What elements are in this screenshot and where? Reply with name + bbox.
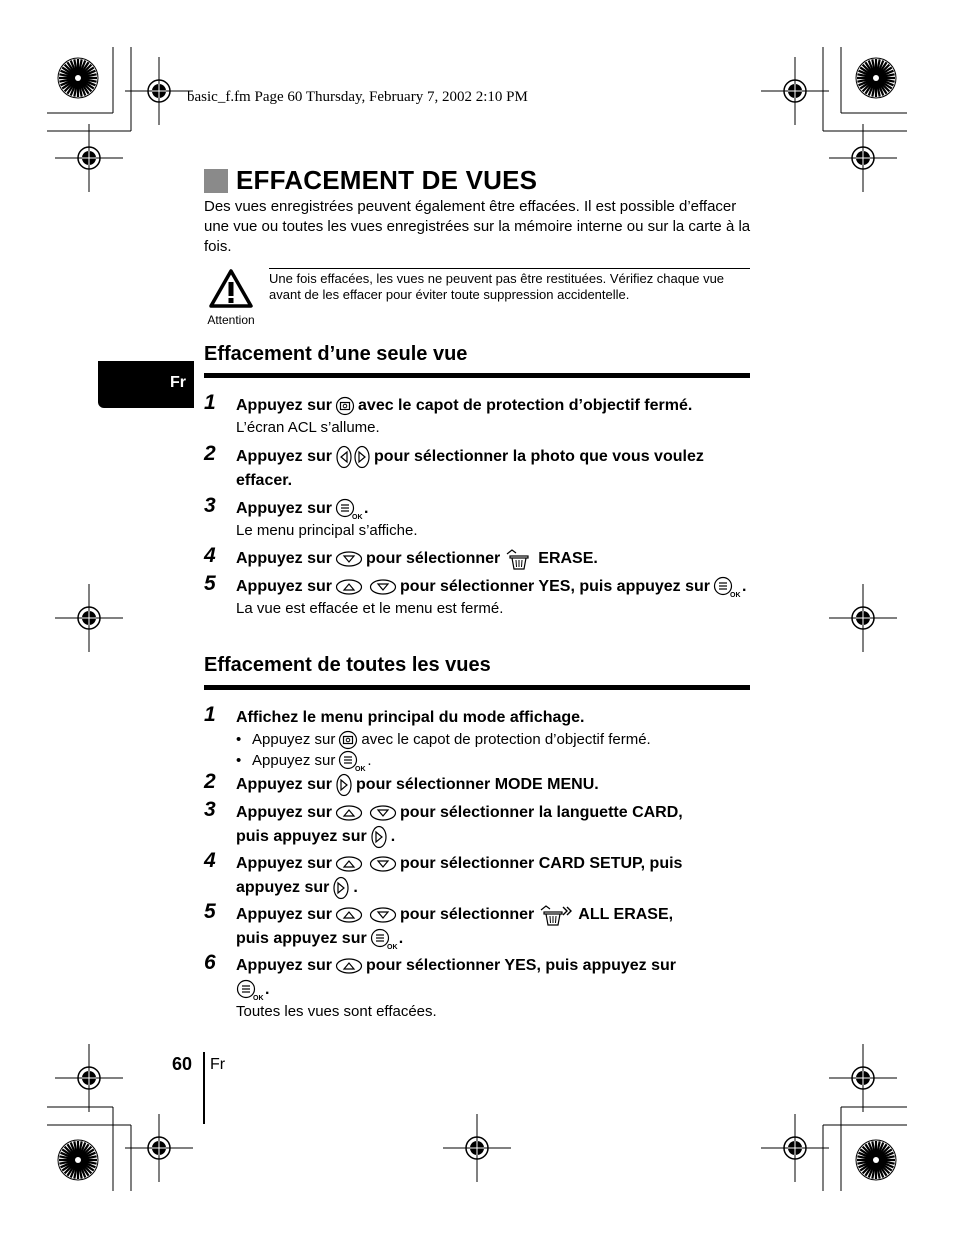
- step-4: 4 Appuyez sur pour sélectionner CARD SETUP, puis appuyez sur .: [204, 852, 754, 900]
- attention-text: Une fois effacées, les vues ne peuvent pas être restituées. Vérifiez chaque vue avant de les effacer pour éviter toute suppression accidentelle.: [269, 271, 725, 302]
- all-erase-trash-icon: [537, 904, 575, 926]
- intro-paragraph: Des vues enregistrées peuvent également être effacées. Il est possible d’effacer une vue ou toutes les vues enregistrées sur la mémoire interne ou sur la carte à la fois.: [204, 198, 751, 255]
- down-arrow-button-icon: [369, 578, 397, 596]
- step-6: 6 Appuyez sur pour sélectionner YES, puis appuyez sur OK . Toutes les vues sont effacées.: [204, 954, 754, 1022]
- step-2: 2 Appuyez sur pour sélectionner la photo que vous voulez effacer.: [204, 445, 754, 493]
- step-number: 1: [204, 391, 216, 414]
- section-heading-all: Effacement de toutes les vues: [204, 654, 491, 676]
- up-arrow-button-icon: [335, 855, 363, 873]
- title-block: [204, 165, 537, 196]
- page-number: 60: [172, 1054, 193, 1074]
- step-number: 2: [204, 442, 216, 465]
- right-arrow-button-icon: [332, 876, 350, 900]
- ok-menu-button-icon: [236, 979, 262, 1001]
- ok-menu-button-icon: [338, 750, 364, 772]
- title-square-icon: [204, 169, 228, 193]
- playback-button-icon: [335, 396, 355, 416]
- svg-text:OK: OK: [730, 591, 741, 599]
- attention-block: [205, 268, 257, 328]
- bullet-item: • Appuyez sur OK .: [236, 752, 372, 774]
- step-5: 5 Appuyez sur pour sélectionner YES, puis appuyez sur OK . La vue est effacée et le menu est fermé.: [204, 575, 754, 619]
- down-arrow-button-icon: [335, 550, 363, 568]
- step-number: 1: [204, 703, 216, 726]
- svg-text:OK: OK: [355, 766, 366, 774]
- section-heading-single: Effacement d’une seule vue: [204, 343, 468, 365]
- step-number: 5: [204, 572, 216, 595]
- step-result: L’écran ACL s’allume.: [236, 419, 380, 436]
- svg-text:OK: OK: [253, 994, 264, 1002]
- section-rule: [204, 373, 750, 378]
- step-number: 6: [204, 951, 216, 974]
- step-number: 3: [204, 798, 216, 821]
- step-number: 5: [204, 900, 216, 923]
- step-5: 5 Appuyez sur pour sélectionner ALL ERASE, puis appuyez sur OK .: [204, 900, 674, 951]
- step-1: 1 Appuyez sur avec le capot de protection d’objectif fermé. L’écran ACL s’allume.: [204, 394, 754, 438]
- right-arrow-button-icon: [370, 825, 388, 849]
- ok-menu-button-icon: [713, 576, 739, 598]
- step-3: 3 Appuyez sur pour sélectionner la languette CARD, puis appuyez sur .: [204, 801, 754, 849]
- down-arrow-button-icon: [369, 906, 397, 924]
- step-number: 3: [204, 494, 216, 517]
- right-arrow-button-icon: [335, 773, 353, 797]
- svg-text:OK: OK: [386, 943, 398, 951]
- step-number: 2: [204, 770, 216, 793]
- up-arrow-button-icon: [335, 578, 363, 596]
- ok-menu-button-icon: [335, 498, 361, 520]
- up-arrow-button-icon: [335, 906, 363, 924]
- step-1: 1 Affichez le menu principal du mode affichage. • Appuyez sur avec le capot de protection d’objectif fermé. • Appuyez sur OK .: [204, 706, 754, 772]
- step-3: 3 Appuyez sur OK . Le menu principal s’affiche.: [204, 497, 754, 541]
- down-arrow-button-icon: [369, 804, 397, 822]
- section-rule: [204, 685, 750, 690]
- down-arrow-button-icon: [369, 855, 397, 873]
- footer-divider: [203, 1052, 205, 1124]
- step-number: 4: [204, 544, 216, 567]
- attention-label: Attention: [207, 313, 255, 327]
- bullet-item: • Appuyez sur avec le capot de protection d’objectif fermé.: [236, 730, 754, 750]
- step-result: Toutes les vues sont effacées.: [236, 1003, 437, 1020]
- step-4: 4 Appuyez sur pour sélectionner ERASE.: [204, 547, 754, 571]
- attention-divider: [269, 268, 750, 269]
- ok-menu-button-icon: [370, 928, 396, 950]
- footer-language: Fr: [210, 1056, 226, 1073]
- page-title: EFFACEMENT DE VUES: [236, 165, 538, 195]
- up-arrow-button-icon: [335, 957, 363, 975]
- up-arrow-button-icon: [335, 804, 363, 822]
- step-result: La vue est effacée et le menu est fermé.: [236, 600, 504, 617]
- file-header: basic_f.fm Page 60 Thursday, February 7, 2002 2:10 PM: [187, 89, 528, 105]
- left-right-arrow-buttons-icon: [335, 445, 371, 469]
- step-number: 4: [204, 849, 216, 872]
- language-tab-label: Fr: [170, 374, 186, 391]
- warning-triangle-icon: [209, 268, 253, 308]
- playback-button-icon: [338, 730, 358, 750]
- step-2: 2 Appuyez sur pour sélectionner MODE MENU.: [204, 773, 754, 797]
- step-result: Le menu principal s’affiche.: [236, 522, 418, 539]
- erase-trash-icon: [503, 548, 535, 570]
- svg-text:OK: OK: [352, 513, 363, 521]
- language-tab: [98, 361, 194, 408]
